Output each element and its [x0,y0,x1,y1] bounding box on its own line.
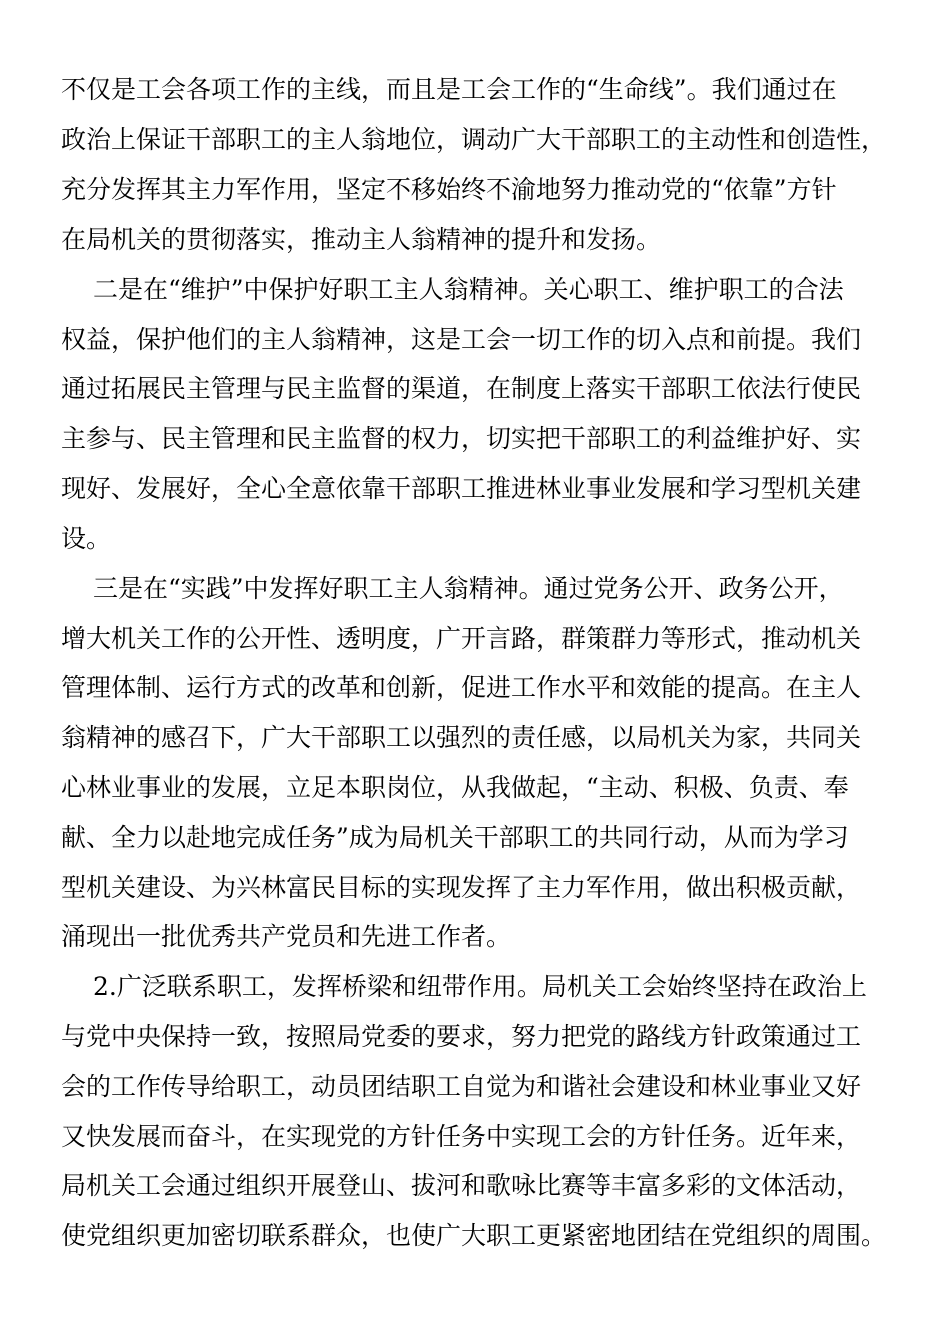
line-text: 会的工作传导给职工，动员团结职工自觉为和谐社会建设和林业事业又好 [61,1072,862,1101]
text-line [0,1017,950,1057]
line-text: 与党中央保持一致，按照局党委的要求，努力把党的路线方针政策通过工 [61,1022,862,1051]
text-line [0,868,950,908]
line-text: 2.广泛联系职工，发挥桥梁和纽带作用。局机关工会始终坚持在政治上 [93,972,867,1001]
line-text: 三是在“实践”中发挥好职工主人翁精神。通过党务公开、政务公开， [93,574,844,603]
text-line [0,718,950,758]
line-text: 型机关建设、为兴林富民目标的实现发挥了主力军作用，做出积极贡献， [61,873,862,902]
text-line [0,369,950,409]
line-text: 涌现出一批优秀共产党员和先进工作者。 [61,922,512,951]
text-line [0,818,950,858]
text-line [0,220,950,260]
line-text: 翁精神的感召下，广大干部职工以强烈的责任感，以局机关为家，共同关 [61,723,862,752]
line-text: 不仅是工会各项工作的主线，而且是工会工作的“生命线”。我们通过在 [61,75,837,104]
line-text: 局机关工会通过组织开展登山、拔河和歌咏比赛等丰富多彩的文体活动， [61,1171,862,1200]
text-line [0,768,950,808]
text-line [0,1166,950,1206]
text-line [0,1117,950,1157]
text-line [0,1067,950,1107]
line-text: 充分发挥其主力军作用，坚定不移始终不渝地努力推动党的“依靠”方针 [61,175,837,204]
line-text: 心林业事业的发展，立足本职岗位，从我做起，“主动、积极、负责、奉 [61,773,849,802]
text-line [0,419,950,459]
line-text: 现好、发展好，全心全意依靠干部职工推进林业事业发展和学习型机关建 [61,474,862,503]
text-line [0,519,950,559]
text-line [0,469,950,509]
line-text: 献、全力以赴地完成任务”成为局机关干部职工的共同行动，从而为学习 [61,823,849,852]
line-text: 政治上保证干部职工的主人翁地位，调动广大干部职工的主动性和创造性， [61,125,887,154]
text-line [0,619,950,659]
line-text: 在局机关的贯彻落实，推动主人翁精神的提升和发扬。 [61,225,662,254]
line-text: 管理体制、运行方式的改革和创新，促进工作水平和效能的提高。在主人 [61,673,862,702]
line-text: 主参与、民主管理和民主监督的权力，切实把干部职工的利益维护好、实 [61,424,862,453]
line-text: 又快发展而奋斗，在实现党的方针任务中实现工会的方针任务。近年来， [61,1122,862,1151]
line-text: 增大机关工作的公开性、透明度，广开言路，群策群力等形式，推动机关 [61,624,862,653]
line-text: 二是在“维护”中保护好职工主人翁精神。关心职工、维护职工的合法 [93,275,844,304]
text-line [0,70,950,110]
text-line [0,120,950,160]
text-line [0,1216,950,1256]
text-line [0,668,950,708]
text-line [0,270,950,310]
text-line [0,569,950,609]
line-text: 通过拓展民主管理与民主监督的渠道，在制度上落实干部职工依法行使民 [61,374,862,403]
text-line [0,917,950,957]
text-line [0,967,950,1007]
line-text: 权益，保护他们的主人翁精神，这是工会一切工作的切入点和前提。我们 [61,325,862,354]
line-text: 设。 [61,524,112,553]
text-line [0,320,950,360]
line-text: 使党组织更加密切联系群众，也使广大职工更紧密地团结在党组织的周围。 [61,1221,887,1250]
text-line [0,170,950,210]
